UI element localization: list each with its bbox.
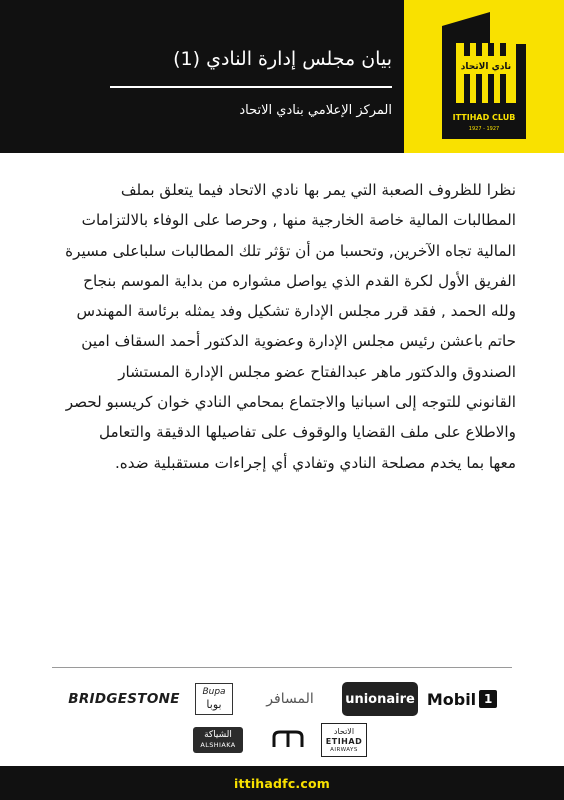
body-line: حاتم باعشن رئيس مجلس الإدارة وعضوية الدكتور أحمد السقاف امين xyxy=(81,332,516,351)
header-banner xyxy=(0,0,564,153)
bridgestone-logo: BRIDGESTONE xyxy=(68,691,180,707)
alshiaka-logo xyxy=(193,727,243,753)
mobily-logo-icon xyxy=(268,727,308,753)
body-line: والاطلاع على ملف القضايا والوقوف على تفاصيلها الدقيقة والتعامل xyxy=(98,423,516,442)
body-line: ولله الحمد , فقد قرر مجلس الإدارة تشكيل وفد يمثله برئاسة المهندس xyxy=(76,302,516,321)
unionaire-logo: unionaire xyxy=(342,682,418,716)
crest-club-name-en: ITTIHAD CLUB xyxy=(452,113,516,122)
bupa-logo-en: Bupa xyxy=(202,687,226,697)
statement-subtitle: المركز الإعلامي بنادي الاتحاد xyxy=(239,103,392,118)
body-line: القانوني للتوجه إلى اسبانيا والاجتماع بمحامي النادي خوان كريسبو لحصر xyxy=(65,393,516,412)
sponsors-divider xyxy=(52,667,512,668)
body-line: المطالبات المالية خاصة الخارجية منها , وحرصا على الوفاء بالالتزامات xyxy=(81,211,516,230)
crest-club-name-ar: نادي الاتحاد xyxy=(460,62,512,72)
body-line: الفريق الأول لكرة القدم الذي يواصل مشواره من بداية الموسم بنجاح xyxy=(83,271,516,290)
body-line: المالية تجاه الآخرين, وتحسبا من أن تؤثر تلك المطالبات سلباعلى مسيرة xyxy=(65,241,516,260)
mobil-one-badge: 1 xyxy=(479,690,497,708)
crest-years: 1927 - 1927 xyxy=(468,126,500,132)
footer-bar xyxy=(0,766,564,800)
body-line: نظرا للظروف الصعبة التي يمر بها نادي الاتحاد فيما يتعلق بملف xyxy=(120,181,516,199)
mobil-wordmark: Mobil xyxy=(426,689,477,709)
bupa-logo-ar: بوبا xyxy=(206,698,222,711)
ittihad-crest-logo xyxy=(440,12,528,141)
alshiaka-logo-en: ALSHIAKA xyxy=(200,741,236,749)
alshiaka-logo-ar: الشياكة xyxy=(204,730,232,740)
etihad-logo-ar: الاتحاد xyxy=(333,726,355,736)
statement-body xyxy=(48,175,516,478)
etihad-logo-sub: AIRWAYS xyxy=(330,746,358,753)
almusafer-logo: المسافر xyxy=(266,691,314,707)
bupa-logo xyxy=(195,683,233,715)
body-line: معها بما يخدم مصلحة النادي وتفادي أي إجراءات مستقبلية ضده. xyxy=(114,453,516,472)
statement-title: بيان مجلس إدارة النادي (1) xyxy=(173,48,392,70)
mobil1-logo xyxy=(426,686,498,712)
website-link[interactable]: ittihadfc.com xyxy=(233,775,331,791)
etihad-airways-logo xyxy=(321,723,367,757)
etihad-logo-en: ETIHAD xyxy=(325,736,363,746)
title-divider xyxy=(110,86,392,88)
body-line: الصندوق والدكتور ماهر عبدالفتاح عضو مجلس الإدارة المستشار xyxy=(118,362,516,381)
